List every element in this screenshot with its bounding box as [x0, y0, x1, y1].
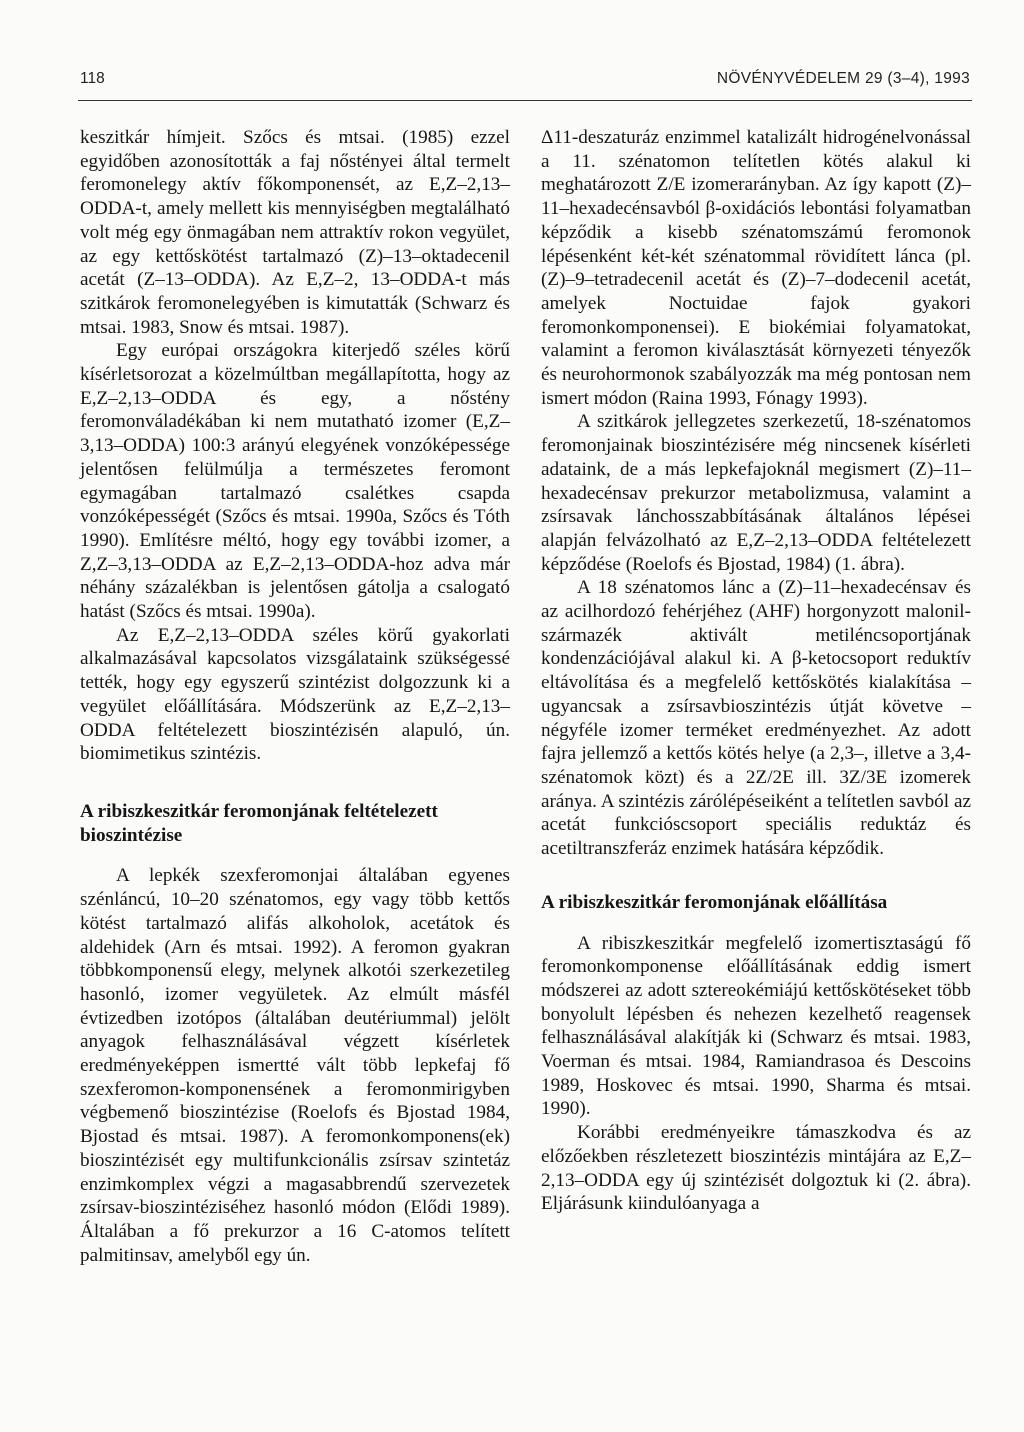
- paragraph: Korábbi eredményeikre támaszkodva és az előzőekben részletezett bioszintézis mintájára az E,Z–2,13–ODDA egy új szintézisét dolgoztuk ki (2. ábra). Eljárásunk kiindulóanyaga a: [541, 1122, 971, 1215]
- paragraph: keszitkár hímjeit. Szőcs és mtsai. (1985) ezzel egyidőben azonosították a faj nőstényei által termelt feromonelegy aktív főkomponensét, az E,Z–2,13–ODDA-t, amely mellett kis mennyiségben megtalálható volt még egy önmagában nem attraktív rokon vegyület, az egy kettőskötést tartalmazó (Z)–13–oktadecenil acetát (Z–13–ODDA). Az E,Z–2, 13–ODDA-t más szitkárok feromonelegyében is kimutatták (Schwarz és mtsai. 1983, Snow és mtsai. 1987).: [80, 127, 510, 338]
- paragraph: A lepkék szexferomonjai általában egyenes szénláncú, 10–20 szénatomos, egy vagy több kettős kötést tartalmazó alifás alkoholok, acetátok és aldehidek (Arn és mtsai. 1992). A feromon gyakran többkomponensű elegy, melynek alkotói szerkezetileg hasonló, izomer vegyületek. Az elmúlt másfél évtizedben izotópos (általában deutériummal) jelölt anyagok felhasználásával végzett kísérletek eredményeképpen ismertté vált több lepkefaj fő szexferomon-komponensének a feromonmirigyben végbemenő bioszintézise (Roelofs és Bjostad 1984, Bjostad és mtsai. 1987). A feromonkomponens(ek) bioszintézisét egy multifunkcionális zsírsav szintetáz enzimkomplex végzi a magasabbrendű szervezetek zsírsav-bioszintéziséhez hasonló módon (Elődi 1989). Általában a fő prekurzor a 16 C-atomos telített palmitinsav, amelyből egy ún.: [80, 865, 510, 1266]
- paragraph: A szitkárok jellegzetes szerkezetű, 18-szénatomos feromonjainak bioszintézisére még nincsenek kísérleti adataink, de a más lepkefajoknál megismert (Z)–11–hexadecénsav prekurzor metabolizmusa, valamint a zsírsavak lánchosszabbításának általános lépései alapján felvázolható az E,Z–2,13–ODDA feltételezett képződése (Roelofs és Bjostad, 1984) (1. ábra).: [541, 411, 971, 575]
- paragraph: Egy európai országokra kiterjedő széles körű kísérletsorozat a közelmúltban megállapította, hogy az E,Z–2,13–ODDA és egy, a nőstény feromonváladékában ki nem mutatható izomer (E,Z–3,13–ODDA) 100:3 arányú elegyének vonzóképessége jelentősen felülmúlja a természetes feromont egymagában tartalmazó csalétkes csapda vonzóképességét (Szőcs és mtsai. 1990a, Szőcs és Tóth 1990). Említésre méltó, hogy egy további izomer, a Z,Z–3,13–ODDA az E,Z–2,13–ODDA-hoz adva már néhány százalékban is jelentősen gátolja a csalogató hatást (Szőcs és mtsai. 1990a).: [80, 340, 510, 623]
- right-column: [541, 126, 971, 1216]
- paragraph: Az E,Z–2,13–ODDA széles körű gyakorlati alkalmazásával kapcsolatos vizsgálataink szükségessé tették, hogy egy egyszerű szintézist dolgozzunk ki a vegyület előállítására. Módszerünk az E,Z–2,13–ODDA feltételezett bioszintézisén alapuló, ún. biomimetikus szintézis.: [80, 624, 510, 765]
- left-column: [80, 126, 510, 1267]
- header-rule: [78, 100, 972, 101]
- section-heading: A ribiszkeszitkár feromonjának előállítása: [541, 891, 888, 913]
- paragraph: A ribiszkeszitkár megfelelő izomertisztaságú fő feromonkomponense előállításának eddig ismert módszerei az adott sztereokémiájú kettőskötéseket több bonyolult lépésben és nehezen kezelhető reagensek felhasználásával alakítják ki (Schwarz és mtsai. 1983, Voerman és mtsai. 1984, Ramiandrasoa és Descoins 1989, Hoskovec és mtsai. 1990, Sharma és mtsai. 1990).: [541, 932, 971, 1120]
- page-number: 118: [80, 70, 105, 87]
- paragraph: Δ11-deszaturáz enzimmel katalizált hidrogénelvonással a 11. szénatomon telítetlen kötés alakul ki meghatározott Z/E izomerarányban. Az így kapott (Z)–11–hexadecénsavból β-oxidációs lebontási folyamatban képződik a kisebb szénatomszámú feromonok lépésenként két-két szénatommal rövidített lánca (pl. (Z)–9–tetradecenil acetát és (Z)–7–dodecenil acetát, amelyek Noctuidae fajok gyakori feromonkomponensei). E biokémiai folyamatokat, valamint a feromon kiválasztását környezeti tényezők és neurohormonok szabályozzák ma még pontosan nem ismert módon (Raina 1993, Fónagy 1993).: [541, 127, 971, 409]
- paragraph: A 18 szénatomos lánc a (Z)–11–hexadecénsav és az acilhordozó fehérjéhez (AHF) horgonyzott malonil-származék aktivált metiléncsoportjának kondenzációjával alakul ki. A β-ketocsoport reduktív eltávolítása és a megfelelő kettőskötés kialakítása – ugyancsak a zsírsavbioszintézis útját követve – négyféle izomer terméket eredményezhet. Az adott fajra jellemző a kettős kötés helye (a 2,3–, illetve a 3,4-szénatomok közt) és a 2Z/2E ill. 3Z/3E izomerek aránya. A szintézis zárólépéseiként a telítetlen savból az acetát funkcióscsoport speciális reduktáz és acetiltranszferáz enzimek hatására képződik.: [541, 577, 971, 860]
- section-heading: A ribiszkeszitkár feromonjának feltételezett bioszintézise: [80, 800, 438, 846]
- journal-citation: NÖVÉNYVÉDELEM 29 (3–4), 1993: [716, 70, 970, 87]
